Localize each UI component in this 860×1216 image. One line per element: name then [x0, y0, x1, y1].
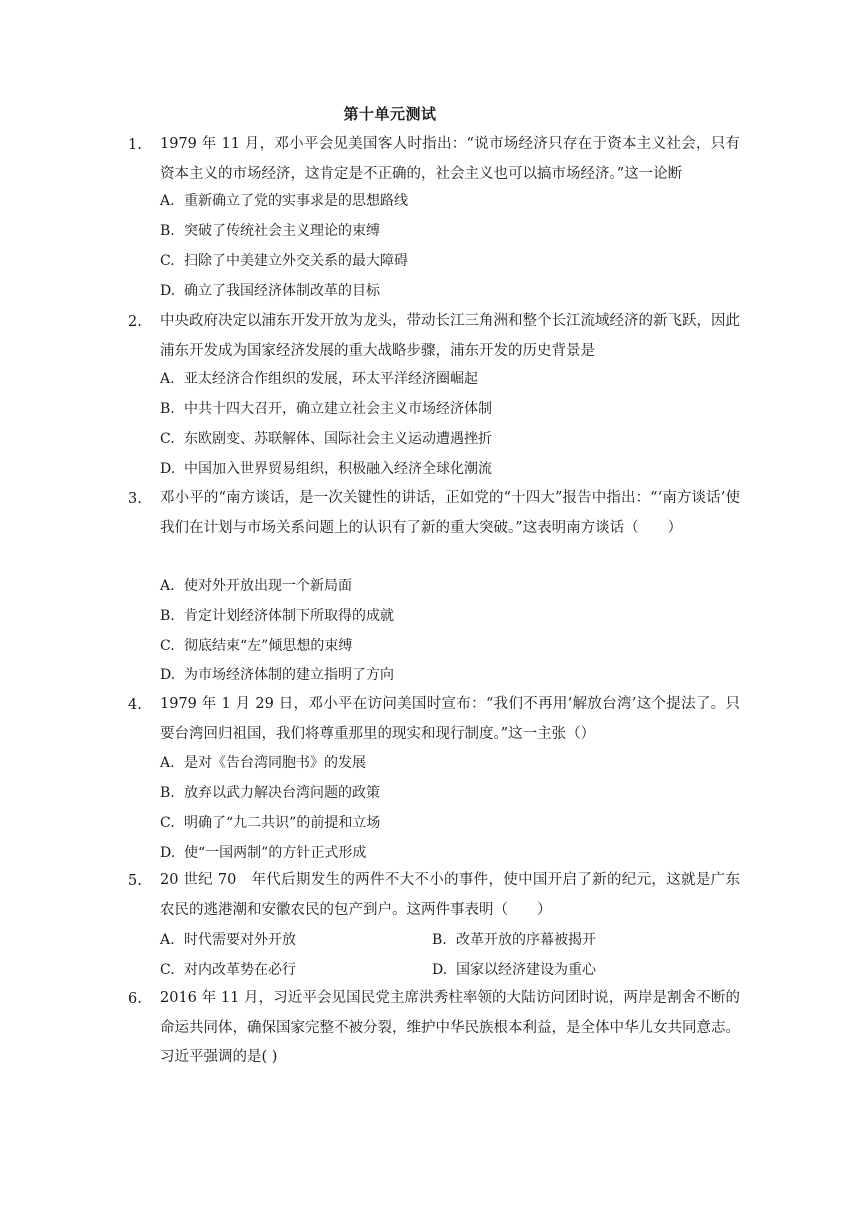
option-a: A. 重新确立了党的实事求是的思想路线: [160, 193, 408, 209]
question-stem: 20 世纪 70 年代后期发生的两件不大不小的事件，使中国开启了新的纪元，这就是广东农民的逃港潮和安徽农民的包产到户。这两件事表明（ ）: [160, 872, 740, 918]
question-stem: 2016 年 11 月，习近平会见国民党主席洪秀柱率领的大陆访问团时说，两岸是割舍不断的命运共同体，确保国家完整不被分裂，维护中华民族根本利益，是全体中华儿女共同意志。习近平强调的是( ): [160, 990, 740, 1065]
question-stem: 1979 年 11 月，邓小平会见美国客人时指出：“说市场经济只存在于资本主义社会，只有资本主义的市场经济，这肯定是不正确的，社会主义也可以搞市场经济。”这一论断: [160, 136, 740, 182]
option-b: B. 中共十四大召开，确立建立社会主义市场经济体制: [160, 401, 492, 417]
option-c: C. 扫除了中美建立外交关系的最大障碍: [160, 253, 408, 269]
option-b: B. 改革开放的序幕被揭开: [432, 932, 596, 948]
question-stem: 1979 年 1 月 29 日，邓小平在访问美国时宣布：“我们不再用‘解放台湾’这个提法了。只要台湾回归祖国，我们将尊重那里的现实和现行制度。”这一主张（）: [160, 696, 740, 742]
page-title: 第十单元测试: [343, 105, 437, 123]
option-a: A. 使对外开放出现一个新局面: [160, 578, 352, 594]
option-c: C. 东欧剧变、苏联解体、国际社会主义运动遭遇挫折: [160, 431, 492, 447]
option-c: C. 明确了“九二共识”的前提和立场: [160, 815, 381, 831]
question-stem: 中央政府决定以浦东开发开放为龙头，带动长江三角洲和整个长江流域经济的新飞跃，因此浦东开发成为国家经济发展的重大战略步骤，浦东开发的历史背景是: [160, 313, 740, 359]
option-d: D. 确立了我国经济体制改革的目标: [160, 283, 380, 299]
option-d: D. 国家以经济建设为重心: [432, 962, 596, 978]
question-number: 4.: [128, 697, 142, 713]
question-number: 3.: [128, 491, 142, 507]
option-c: C. 对内改革势在必行: [160, 962, 296, 978]
question-number: 6.: [128, 991, 142, 1007]
option-d: D. 中国加入世界贸易组织，积极融入经济全球化潮流: [160, 461, 492, 477]
option-c: C. 彻底结束“左”倾思想的束缚: [160, 638, 353, 654]
question-stem: 邓小平的“南方谈话，是一次关键性的讲话，正如党的“十四大”报告中指出：“‘南方谈话’使我们在计划与市场关系问题上的认识有了新的重大突破。”这表明南方谈话（ ）: [160, 490, 740, 536]
question-number: 2.: [128, 314, 142, 330]
question-number: 1.: [128, 137, 142, 153]
option-d: D. 使“一国两制”的方针正式形成: [160, 845, 367, 861]
option-d: D. 为市场经济体制的建立指明了方向: [160, 667, 394, 683]
option-a: A. 时代需要对外开放: [160, 932, 296, 948]
option-a: A. 是对《告台湾同胞书》的发展: [160, 755, 366, 771]
option-b: B. 肯定计划经济体制下所取得的成就: [160, 608, 394, 624]
option-b: B. 突破了传统社会主义理论的束缚: [160, 223, 380, 239]
option-b: B. 放弃以武力解决台湾问题的政策: [160, 785, 380, 801]
option-a: A. 亚太经济合作组织的发展，环太平洋经济圈崛起: [160, 371, 478, 387]
question-number: 5.: [128, 873, 142, 889]
